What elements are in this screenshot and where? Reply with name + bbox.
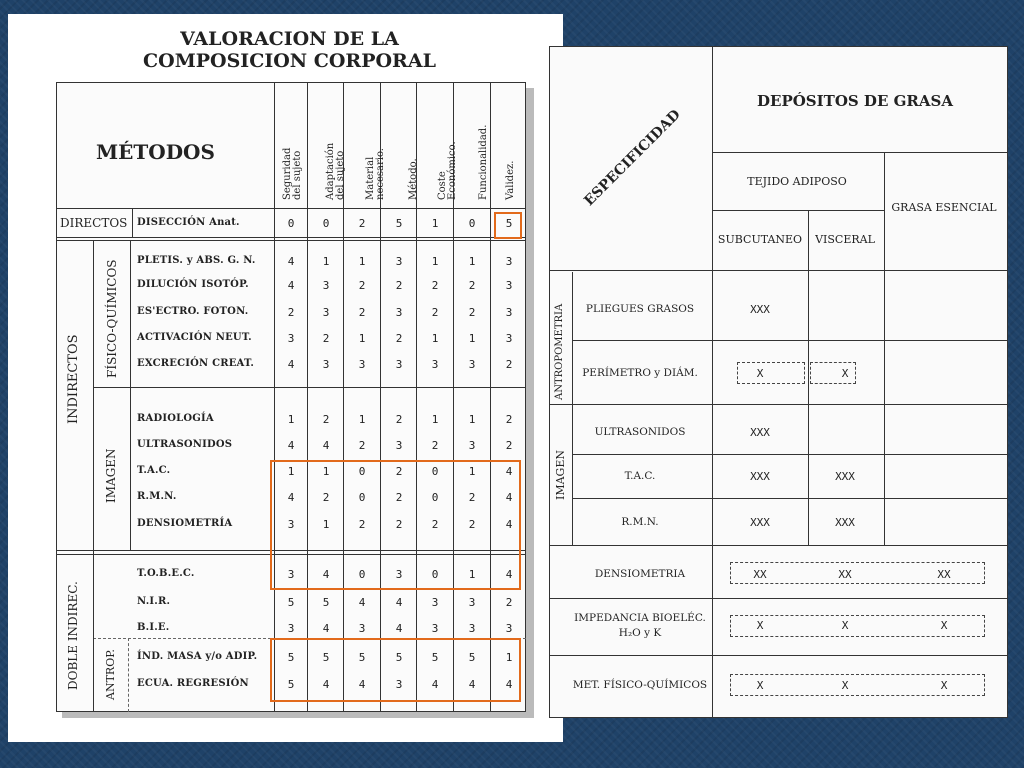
row-value: 4 xyxy=(287,491,295,504)
row-value: 5 xyxy=(505,217,513,230)
right-hline xyxy=(712,152,1008,153)
row-value: 3 xyxy=(505,255,513,268)
group-label-indirectos: INDIRECTOS xyxy=(66,334,81,424)
right-hline xyxy=(549,655,1008,656)
row-value: 4 xyxy=(468,678,476,691)
row-value: 0 xyxy=(431,491,439,504)
row-value: 3 xyxy=(468,622,476,635)
deposit-mark: X xyxy=(940,679,948,692)
group-label-fisico-quimicos: FÍSICO-QUÍMICOS xyxy=(105,259,119,378)
deposit-mark: X xyxy=(940,619,948,632)
row-value: 4 xyxy=(322,678,330,691)
deposit-mark: X xyxy=(756,619,764,632)
right-hline xyxy=(549,270,1008,271)
row-value: 2 xyxy=(468,279,476,292)
row-value: 5 xyxy=(358,651,366,664)
group-label-antropometria: ANTROPOMETRIA xyxy=(554,303,565,400)
methods-header: MÉTODOS xyxy=(96,140,215,164)
group-label-directos: DIRECTOS xyxy=(60,216,128,230)
row-value: 2 xyxy=(468,518,476,531)
row-value: 1 xyxy=(505,651,513,664)
row-value: 3 xyxy=(468,358,476,371)
row-value: 1 xyxy=(358,255,366,268)
row-value: 3 xyxy=(395,255,403,268)
depositos-header: DEPÓSITOS DE GRASA xyxy=(757,92,953,110)
row-value: 4 xyxy=(395,596,403,609)
document-title-line1: VALORACION DE LA xyxy=(180,28,399,50)
row-value: 3 xyxy=(395,358,403,371)
row-value: 5 xyxy=(287,678,295,691)
right-vline xyxy=(884,152,885,545)
row-value: 4 xyxy=(287,279,295,292)
row-value: 3 xyxy=(468,596,476,609)
row-value: 4 xyxy=(322,568,330,581)
row-value: 1 xyxy=(468,413,476,426)
group-label-doble-indirec: DOBLE INDIREC. xyxy=(66,581,80,690)
row-value: 2 xyxy=(395,332,403,345)
deposit-mark: XXX xyxy=(750,516,770,529)
row-name: DENSIOMETRÍA xyxy=(137,518,233,529)
row-value: 3 xyxy=(287,568,295,581)
deposit-mark: XX xyxy=(838,568,852,581)
row-value: 2 xyxy=(358,518,366,531)
group-label-imagen: IMAGEN xyxy=(104,448,118,503)
dashed-box xyxy=(737,362,805,384)
row-value: 5 xyxy=(287,596,295,609)
row-value: 4 xyxy=(505,678,513,691)
column-header: Coste Económico. xyxy=(437,141,458,200)
row-name: RADIOLOGÍA xyxy=(137,413,214,424)
row-value: 2 xyxy=(358,439,366,452)
method-row-name: IMPEDANCIA BIOELÉC. xyxy=(574,612,706,624)
subcutaneo-header: SUBCUTANEO xyxy=(717,233,803,246)
row-value: 2 xyxy=(431,279,439,292)
row-name: B.I.E. xyxy=(137,622,170,633)
left-vline xyxy=(307,82,308,712)
method-row-name: T.A.C. xyxy=(624,470,656,482)
row-value: 0 xyxy=(468,217,476,230)
row-value: 5 xyxy=(395,217,403,230)
row-value: 4 xyxy=(395,622,403,635)
row-value: 4 xyxy=(287,255,295,268)
row-value: 2 xyxy=(358,217,366,230)
row-value: 0 xyxy=(358,465,366,478)
row-value: 2 xyxy=(322,413,330,426)
right-hline xyxy=(549,545,1008,546)
row-name: DISECCIÓN Anat. xyxy=(137,217,240,228)
document-title-line2: COMPOSICION CORPORAL xyxy=(143,50,436,72)
row-value: 4 xyxy=(505,518,513,531)
row-value: 4 xyxy=(287,358,295,371)
left-dashed-vline xyxy=(128,638,129,712)
row-value: 3 xyxy=(431,596,439,609)
row-value: 1 xyxy=(322,255,330,268)
right-vline xyxy=(572,272,573,545)
row-value: 3 xyxy=(395,568,403,581)
row-value: 4 xyxy=(287,439,295,452)
row-value: 5 xyxy=(431,651,439,664)
row-name: T.A.C. xyxy=(137,465,171,476)
row-value: 1 xyxy=(287,413,295,426)
row-value: 2 xyxy=(505,358,513,371)
method-row-name: MET. FÍSICO-QUÍMICOS xyxy=(572,679,708,691)
row-value: 2 xyxy=(505,596,513,609)
method-row-name: PLIEGUES GRASOS xyxy=(585,303,695,315)
right-hline xyxy=(549,598,1008,599)
row-value: 3 xyxy=(322,279,330,292)
row-name: ECUA. REGRESIÓN xyxy=(137,678,249,689)
row-value: 3 xyxy=(505,279,513,292)
row-value: 3 xyxy=(287,518,295,531)
row-name: ÍND. MASA y/o ADIP. xyxy=(137,651,258,662)
row-value: 2 xyxy=(468,306,476,319)
row-value: 0 xyxy=(287,217,295,230)
row-value: 4 xyxy=(358,678,366,691)
row-value: 2 xyxy=(395,491,403,504)
row-value: 0 xyxy=(431,568,439,581)
right-hline xyxy=(572,454,1008,455)
group-label-imagen-right: IMAGEN xyxy=(554,450,567,500)
right-hline xyxy=(549,404,1008,405)
row-name: T.O.B.E.C. xyxy=(137,568,195,579)
row-name: ACTIVACIÓN NEUT. xyxy=(137,332,252,343)
row-value: 0 xyxy=(431,465,439,478)
tejido-adiposo-header: TEJIDO ADIPOSO xyxy=(747,175,847,188)
row-value: 3 xyxy=(358,358,366,371)
row-value: 2 xyxy=(358,306,366,319)
method-row-subname: H₂O y K xyxy=(618,627,662,639)
right-hline xyxy=(712,210,884,211)
group-label-antrop: ANTROP. xyxy=(104,649,117,700)
deposit-mark: X xyxy=(841,679,849,692)
row-value: 2 xyxy=(322,332,330,345)
deposit-mark: XX xyxy=(753,568,767,581)
row-value: 2 xyxy=(287,306,295,319)
row-value: 5 xyxy=(395,651,403,664)
deposit-mark: XXX xyxy=(750,303,770,316)
left-vline xyxy=(274,82,275,712)
deposit-mark: XXX xyxy=(835,470,855,483)
row-value: 1 xyxy=(468,465,476,478)
left-hline xyxy=(56,208,526,209)
row-name: PLETIS. y ABS. G. N. xyxy=(137,255,256,266)
row-value: 2 xyxy=(395,465,403,478)
row-value: 5 xyxy=(468,651,476,664)
row-value: 2 xyxy=(431,306,439,319)
row-value: 0 xyxy=(322,217,330,230)
right-vline xyxy=(712,46,713,718)
method-row-name: DENSIOMETRIA xyxy=(594,568,686,580)
row-value: 3 xyxy=(431,358,439,371)
row-value: 1 xyxy=(358,413,366,426)
highlight-box xyxy=(494,212,522,239)
row-value: 4 xyxy=(505,465,513,478)
highlight-box xyxy=(270,460,521,590)
column-header: Funcionalidad. xyxy=(478,124,489,200)
row-value: 3 xyxy=(395,306,403,319)
method-row-name: R.M.N. xyxy=(621,516,659,528)
row-value: 4 xyxy=(505,491,513,504)
right-vline xyxy=(808,210,809,545)
row-name: N.I.R. xyxy=(137,596,171,607)
row-value: 1 xyxy=(358,332,366,345)
row-value: 0 xyxy=(358,491,366,504)
row-name: ES'ECTRO. FOTON. xyxy=(137,306,249,317)
row-value: 3 xyxy=(468,439,476,452)
method-row-name: PERÍMETRO y DIÁM. xyxy=(582,367,698,379)
deposit-mark: X xyxy=(841,619,849,632)
row-value: 3 xyxy=(431,622,439,635)
row-value: 1 xyxy=(468,568,476,581)
row-value: 2 xyxy=(505,413,513,426)
highlight-box xyxy=(270,638,521,702)
row-value: 2 xyxy=(395,413,403,426)
deposit-mark: X xyxy=(756,679,764,692)
row-value: 1 xyxy=(468,255,476,268)
left-hline xyxy=(56,240,526,241)
row-value: 2 xyxy=(358,279,366,292)
row-value: 5 xyxy=(287,651,295,664)
dashed-box xyxy=(730,562,985,584)
deposit-mark: XXX xyxy=(750,470,770,483)
row-value: 3 xyxy=(287,332,295,345)
dashed-box xyxy=(730,674,985,696)
row-value: 1 xyxy=(287,465,295,478)
deposit-mark: X xyxy=(756,367,764,380)
row-value: 3 xyxy=(505,332,513,345)
deposit-mark: X xyxy=(841,367,849,380)
row-value: 2 xyxy=(431,439,439,452)
row-value: 3 xyxy=(358,622,366,635)
row-name: DILUCIÓN ISOTÓP. xyxy=(137,279,249,290)
row-value: 3 xyxy=(505,306,513,319)
right-hline xyxy=(572,498,1008,499)
grasa-esencial-header: GRASA ESENCIAL xyxy=(891,201,997,214)
column-header: Método. xyxy=(408,158,419,200)
row-value: 0 xyxy=(358,568,366,581)
column-header: Adaptación del sujeto xyxy=(325,142,346,200)
row-value: 3 xyxy=(287,622,295,635)
left-hline xyxy=(93,387,526,388)
row-value: 2 xyxy=(505,439,513,452)
row-value: 4 xyxy=(322,439,330,452)
row-value: 2 xyxy=(431,518,439,531)
row-value: 3 xyxy=(395,678,403,691)
row-value: 5 xyxy=(322,651,330,664)
column-header: Seguridad del sujeto xyxy=(282,147,303,200)
row-value: 1 xyxy=(431,332,439,345)
row-value: 2 xyxy=(395,279,403,292)
row-value: 3 xyxy=(322,306,330,319)
row-value: 1 xyxy=(431,217,439,230)
row-value: 1 xyxy=(431,255,439,268)
row-value: 4 xyxy=(358,596,366,609)
especificidad-label: ESPECIFICIDAD xyxy=(581,106,684,210)
row-value: 5 xyxy=(322,596,330,609)
row-value: 2 xyxy=(468,491,476,504)
left-vline xyxy=(490,82,491,712)
left-hline xyxy=(56,237,526,238)
row-name: ULTRASONIDOS xyxy=(137,439,233,450)
deposit-mark: XXX xyxy=(835,516,855,529)
left-vline xyxy=(132,208,133,237)
dashed-box xyxy=(810,362,856,384)
method-row-name: ULTRASONIDOS xyxy=(594,426,686,438)
row-value: 1 xyxy=(468,332,476,345)
dashed-box xyxy=(730,615,985,637)
row-name: EXCRECIÓN CREAT. xyxy=(137,358,255,369)
right-hline xyxy=(572,340,1008,341)
row-value: 1 xyxy=(322,518,330,531)
row-value: 3 xyxy=(322,358,330,371)
row-value: 3 xyxy=(395,439,403,452)
row-value: 1 xyxy=(322,465,330,478)
row-value: 4 xyxy=(322,622,330,635)
deposit-mark: XXX xyxy=(750,426,770,439)
row-value: 2 xyxy=(322,491,330,504)
visceral-header: VISCERAL xyxy=(815,233,875,246)
row-value: 2 xyxy=(395,518,403,531)
column-header: Validez. xyxy=(505,160,516,200)
row-name: R.M.N. xyxy=(137,491,177,502)
row-value: 4 xyxy=(505,568,513,581)
left-vline xyxy=(93,240,94,712)
deposit-mark: XX xyxy=(937,568,951,581)
left-vline xyxy=(130,240,131,550)
row-value: 1 xyxy=(431,413,439,426)
column-header: Material necesario. xyxy=(365,148,386,200)
row-value: 4 xyxy=(431,678,439,691)
row-value: 3 xyxy=(505,622,513,635)
